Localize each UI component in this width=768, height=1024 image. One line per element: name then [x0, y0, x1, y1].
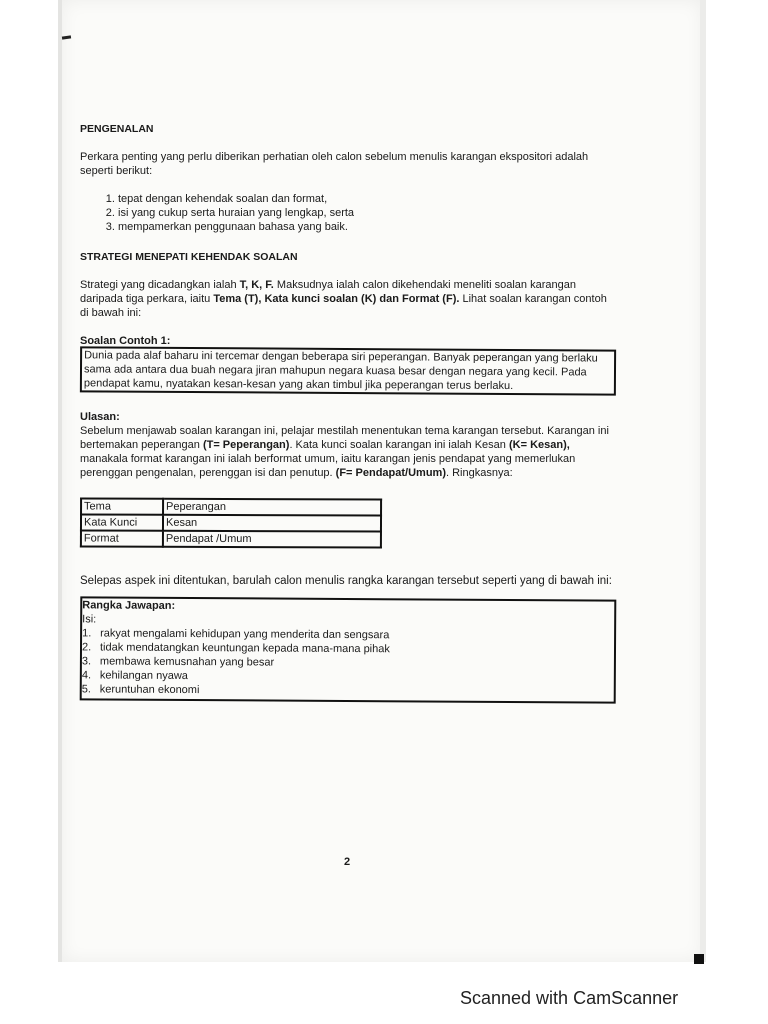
- item-text: kehilangan nyawa: [99, 669, 188, 683]
- list-item: 2. isi yang cukup serta huraian yang lengkap, serta: [118, 206, 354, 220]
- text-run-bold: (T= Peperangan): [202, 439, 290, 451]
- text-run: Maksudnya ialah calon dikehendaki meneliti soalan karangan daripada tiga perkara, iaitu: [80, 279, 576, 305]
- question-line: Dunia pada alaf baharu ini tercemar dengan beberapa siri peperangan. Banyak peperangan yang berlaku: [84, 349, 598, 365]
- example-question-box: [80, 346, 616, 395]
- corner-scan-mark: [694, 954, 704, 964]
- list-item: 1. tepat dengan kehendak soalan dan format,: [118, 192, 354, 206]
- table-cell-value: Pendapat /Umum: [163, 531, 381, 548]
- answer-outline-box: [80, 596, 617, 703]
- table-row: [81, 530, 381, 547]
- table-cell-key: Kata Kunci: [81, 514, 163, 530]
- text-run-bold: (F= Pendapat/Umum): [335, 467, 446, 479]
- text-run: Sebelum menjawab soalan karangan ini, pelajar mestilah menentukan tema karangan tersebut. Karangan ini bertemakan peperangan: [80, 425, 609, 451]
- after-text: Selepas aspek ini ditentukan, barulah calon menulis rangka karangan tersebut seperti yang di bawah ini:: [80, 575, 612, 587]
- intro-paragraph: Perkara penting yang perlu diberikan perhatian oleh calon sebelum menulis karangan ekspositori adalah seperti berikut:: [80, 151, 589, 177]
- question-line: pendapat kamu, nyatakan kesan-kesan yang akan timbul jika peperangan terus berlaku.: [83, 377, 514, 393]
- text-run-bold: Tema (T), Kata kunci soalan (K) dan Format (F).: [213, 293, 460, 305]
- text-run: Lihat soalan karangan contoh di bawah ini:: [80, 293, 607, 319]
- strategy-heading: STRATEGI MENEPATI KEHENDAK SOALAN: [80, 251, 298, 263]
- text-run-bold: T, K, F.: [239, 279, 274, 291]
- table-row: [81, 514, 381, 531]
- outline-isi-label: Isi:: [82, 613, 97, 626]
- table-row: [81, 498, 381, 515]
- item-number: 5.: [81, 683, 91, 696]
- text-run-bold: (K= Kesan),: [508, 439, 570, 451]
- list-item: 3. mempamerkan penggunaan bahasa yang baik.: [118, 220, 354, 234]
- summary-table: [80, 497, 382, 548]
- item-number: 2.: [81, 641, 92, 654]
- table-cell-key: Tema: [81, 498, 163, 514]
- text-run: Strategi yang dicadangkan ialah: [80, 279, 240, 291]
- table-cell-value: Kesan: [163, 515, 381, 532]
- item-number: 4.: [81, 669, 92, 682]
- list-item: [82, 682, 612, 699]
- text-run: manakala format karangan ini ialah berformat umum, iaitu karangan jenis pendapat yang memerlukan perenggan pengenalan, perenggan isi dan penutup.: [80, 453, 576, 479]
- table-cell-key: Format: [81, 530, 163, 546]
- item-text: tidak mendatangkan keuntungan kepada mana-mana pihak: [99, 641, 390, 656]
- camscanner-watermark: Scanned with CamScanner: [460, 988, 679, 1008]
- text-run: . Ringkasnya:: [446, 467, 513, 479]
- intro-list: [102, 192, 354, 234]
- outline-title: Rangka Jawapan:: [82, 599, 176, 612]
- item-number: 3.: [81, 655, 92, 668]
- ulasan-paragraph: [80, 424, 618, 480]
- page-edge-left: [58, 0, 62, 962]
- intro-heading: PENGENALAN: [80, 123, 154, 135]
- strategy-paragraph: [80, 278, 618, 320]
- page-edge-right: [700, 0, 706, 962]
- text-run: . Kata kunci soalan karangan ini ialah Kesan: [289, 439, 509, 451]
- page-number: 2: [344, 856, 351, 868]
- item-text: rakyat mengalami kehidupan yang menderita dan sengsara: [100, 627, 390, 642]
- scanned-page: [62, 0, 702, 962]
- item-number: 1.: [82, 627, 92, 640]
- item-text: membawa kemusnahan yang besar: [99, 655, 275, 669]
- example-title: Soalan Contoh 1:: [80, 335, 171, 347]
- ulasan-title: Ulasan:: [80, 411, 120, 423]
- question-line: sama ada antara dua buah negara jiran mahupun negara kuasa besar dengan negara yang kecil. Pada: [83, 363, 587, 379]
- item-text: keruntuhan ekonomi: [99, 683, 200, 697]
- table-cell-value: Peperangan: [163, 499, 381, 516]
